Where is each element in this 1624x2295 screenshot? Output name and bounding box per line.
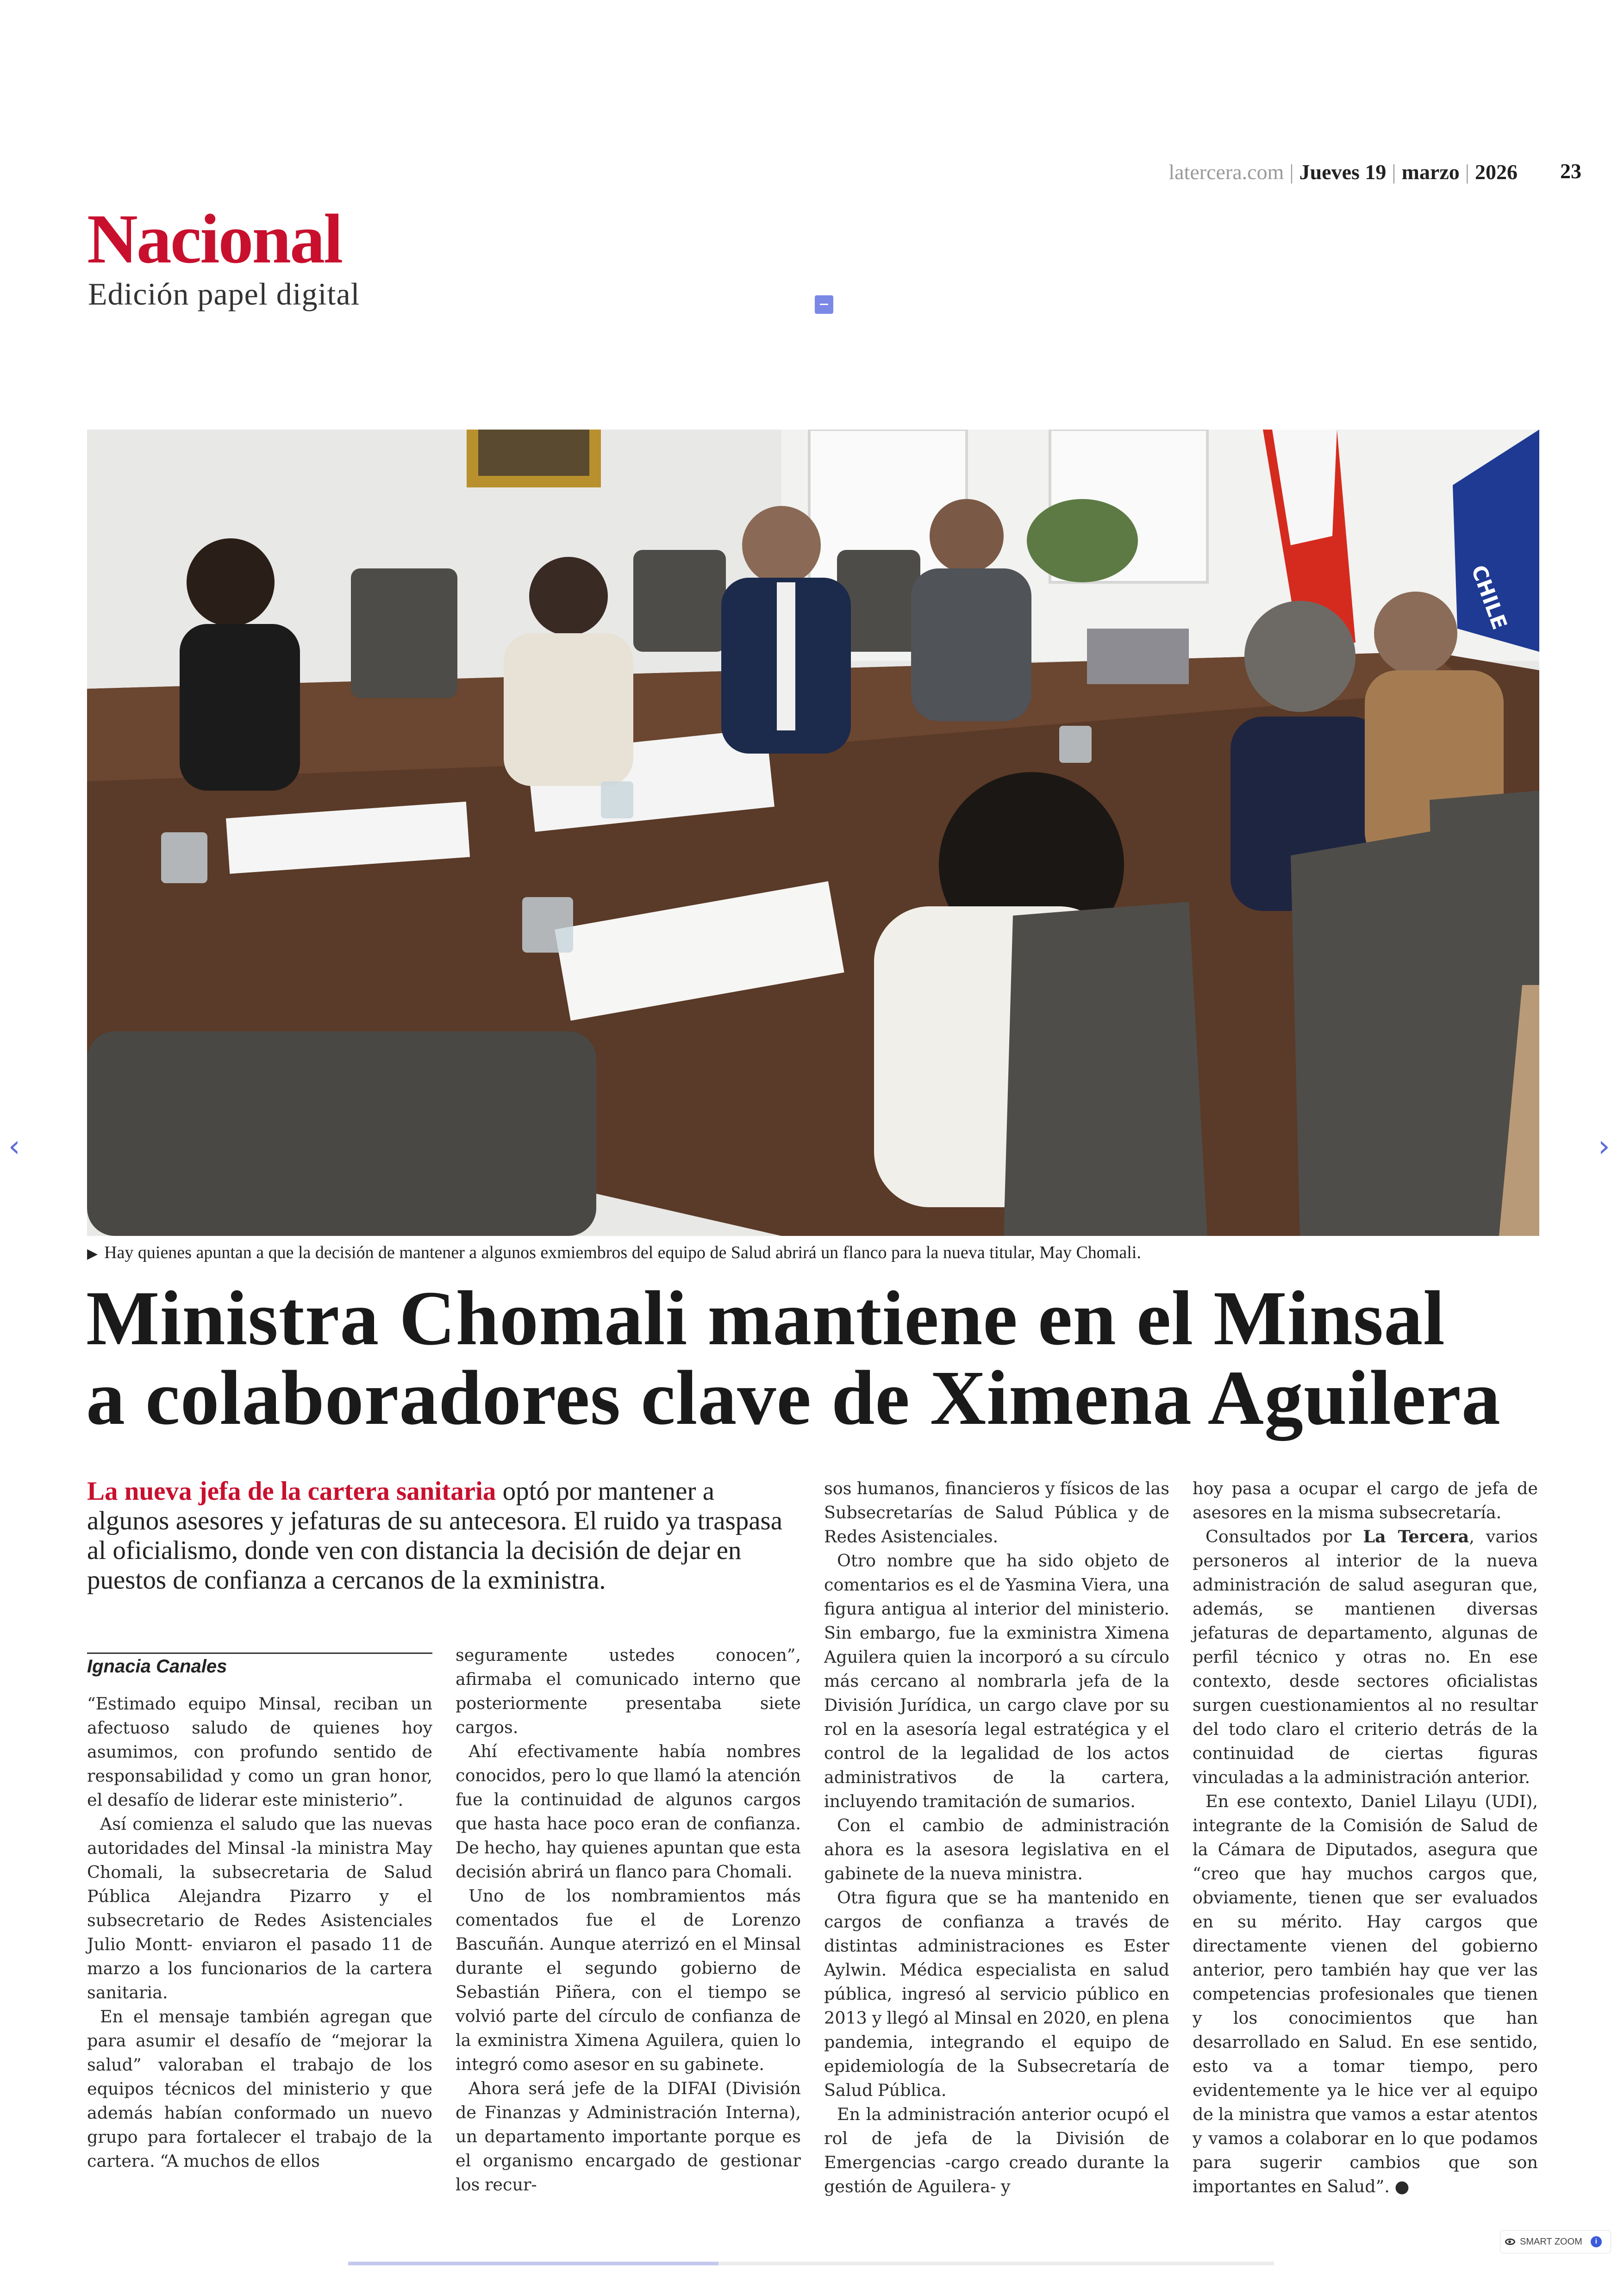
- headline-line-2: a colaboradores clave de Ximena Aguilera: [86, 1355, 1501, 1441]
- paragraph: sos humanos, financieros y físicos de las Subsecretarías de Salud Pública y de Redes Asistenciales.: [824, 1478, 1169, 1547]
- paragraph: En la administración anterior ocupó el rol de jefa de la División de Emergencias -cargo creado durante la gestión de Aguilera- y: [824, 2104, 1169, 2196]
- masthead: latercera.com | Jueves 19 | marzo | 2026: [1168, 160, 1518, 184]
- info-icon[interactable]: i: [1591, 2236, 1602, 2247]
- lead-text: optó por mantener a algunos asesores y jefaturas de su antecesora. El ruido ya traspasa al oficialismo, donde ven con distancia la decisión de dejar en puestos de confianza a cercanos de la exministra.: [87, 1477, 783, 1595]
- paragraph: [1193, 1790, 1538, 2199]
- caption-text: Hay quienes apuntan a que la decisión de mantener a algunos exmiembros del equipo de Salud abrirá un flanco para la nueva titular, May Chomali.: [104, 1243, 1141, 1262]
- paragraph: Así comienza el saludo que las nuevas autoridades del Minsal -la ministra May Chomali, la subsecretaria de Salud Pública Alejandra Pizarro y el subsecretario de Redes Asistenciales Julio Montt- enviaron el pasado 11 de marzo a los funcionarios de la cartera sanitaria.: [87, 1814, 432, 2002]
- menu-toggle-button[interactable]: [815, 295, 833, 314]
- flag-text: CHILE: [1466, 562, 1512, 633]
- newspaper-name: La Tercera: [1363, 1527, 1469, 1547]
- paragraph: seguramente ustedes conocen”, afirmaba el comunicado interno que posteriormente presentaba siete cargos.: [456, 1645, 801, 1737]
- photo-caption: [87, 1242, 1141, 1263]
- paragraph: Ahí efectivamente había nombres conocidos, pero lo que llamó la atención fue la continuidad de algunos cargos que hasta hace poco eran de confianza. De hecho, hay quienes apuntan que esta decisión abrirá un flanco para Chomali.: [456, 1741, 801, 1882]
- page-progress-fill: [348, 2262, 718, 2265]
- paragraph: Con el cambio de administración ahora es la asesora legislativa en el gabinete de la nueva ministra.: [824, 1815, 1169, 1883]
- masthead-month: marzo: [1401, 160, 1460, 184]
- article-column-1: [87, 1692, 432, 2173]
- paragraph: “Estimado equipo Minsal, reciban un afectuoso saludo de quienes hoy asumimos, con profundo sentido de responsabilidad y como un gran honor, el desafío de liderar este ministerio”.: [87, 1694, 432, 1810]
- caption-triangle-icon: ▶: [87, 1246, 98, 1261]
- next-page-button[interactable]: ›: [1598, 1129, 1610, 1164]
- previous-page-button[interactable]: ‹: [8, 1129, 20, 1164]
- article-headline: [86, 1275, 1540, 1441]
- smart-zoom-label: SMART ZOOM: [1520, 2236, 1582, 2247]
- edition-label: Edición papel digital: [88, 276, 360, 312]
- lead-kicker: La nueva jefa de la cartera sanitaria: [87, 1477, 496, 1506]
- article-column-3: [824, 1477, 1169, 2199]
- section-title: Nacional: [87, 200, 342, 278]
- byline: Ignacia Canales: [87, 1656, 227, 1677]
- paragraph: [1193, 1525, 1538, 1790]
- paragraph-text: Consultados por: [1206, 1527, 1363, 1547]
- masthead-weekday: Jueves 19: [1299, 160, 1387, 184]
- paragraph-text: En ese contexto, Daniel Lilayu (UDI), integrante de la Comisión de Salud de la Cámara de Diputados, asegura que “creo que hay muchos cargos que, obviamente, tienen que ser evaluados en su mérito. Hay cargos que directamente vienen del gobierno anterior, pero también hay que ver las competencias profesionales que tienen y los conocimientos que han desarrollado en Salud. En ese sentido, esto va a tomar tiempo, pero evidentemente ya le hice ver al equipo de la ministra que vamos a estar atentos y vamos a colaborar en lo que podamos para sugerir cambios que son importantes en Salud”.: [1193, 1791, 1538, 2196]
- paragraph: Ahora será jefe de la DIFAI (División de Finanzas y Administración Interna), un departamento importante porque es el organismo encargado de gestionar los recur-: [456, 2078, 801, 2195]
- site-name: latercera.com: [1168, 160, 1284, 184]
- paragraph: hoy pasa a ocupar el cargo de jefa de asesores en la misma subsecretaría.: [1193, 1478, 1538, 1522]
- headline-line-1: Ministra Chomali mantiene en el Minsal: [86, 1275, 1445, 1361]
- byline-divider: [87, 1653, 432, 1654]
- paragraph: Uno de los nombramientos más comentados fue el de Lorenzo Bascuñán. Aunque aterrizó en el Minsal durante el segundo gobierno de Sebastián Piñera, con el tiempo se volvió parte del círculo de confianza de la exministra Ximena Aguilera, quien lo integró como asesor en su gabinete.: [456, 1886, 801, 2074]
- article-column-2: [456, 1643, 801, 2197]
- article-column-4: [1193, 1477, 1538, 2199]
- paragraph: Otro nombre que ha sido objeto de comentarios es el de Yasmina Viera, una figura antigua al interior del ministerio. Sin embargo, fue la exministra Ximena Aguilera quien la incorporó a su círculo más cercano al nombrarla jefa de la División Jurídica, un cargo clave por su rol en la asesoría legal estratégica y el control de la legalidad de los actos administrativos de la cartera, incluyendo tramitación de sumarios.: [824, 1551, 1169, 1811]
- paragraph-text: , varios personeros al interior de la nueva administración de salud aseguran que, además, se mantienen diversas jefaturas de departamento, algunas de perfil técnico y otras no. En ese contexto, desde sectores oficialistas surgen cuestionamientos al no resultar del todo claro el criterio detrás de la continuidad de ciertas figuras vinculadas a la administración anterior.: [1193, 1527, 1538, 1787]
- eye-icon: [1505, 2239, 1515, 2245]
- smart-zoom-button[interactable]: [1500, 2230, 1611, 2253]
- page-number: 23: [1560, 159, 1581, 183]
- masthead-year: 2026: [1475, 160, 1518, 184]
- paragraph: En el mensaje también agregan que para asumir el desafío de “mejorar la salud” valoraban el trabajo de los equipos técnicos del ministerio y que además habían conformado un nuevo grupo para fortalecer el trabajo de la cartera. “A muchos de ellos: [87, 2007, 432, 2171]
- end-mark-icon: ●: [1394, 2177, 1410, 2196]
- article-lead: [87, 1477, 791, 1595]
- article-photo: [87, 430, 1539, 1236]
- paragraph: Otra figura que se ha mantenido en cargos de confianza a través de distintas administraciones es Ester Aylwin. Médica especialista en salud pública, ingresó al servicio público en 2013 y llegó al Minsal en 2020, en plena pandemia, integrando el equipo de epidemiología de la Subsecretaría de Salud Pública.: [824, 1888, 1169, 2100]
